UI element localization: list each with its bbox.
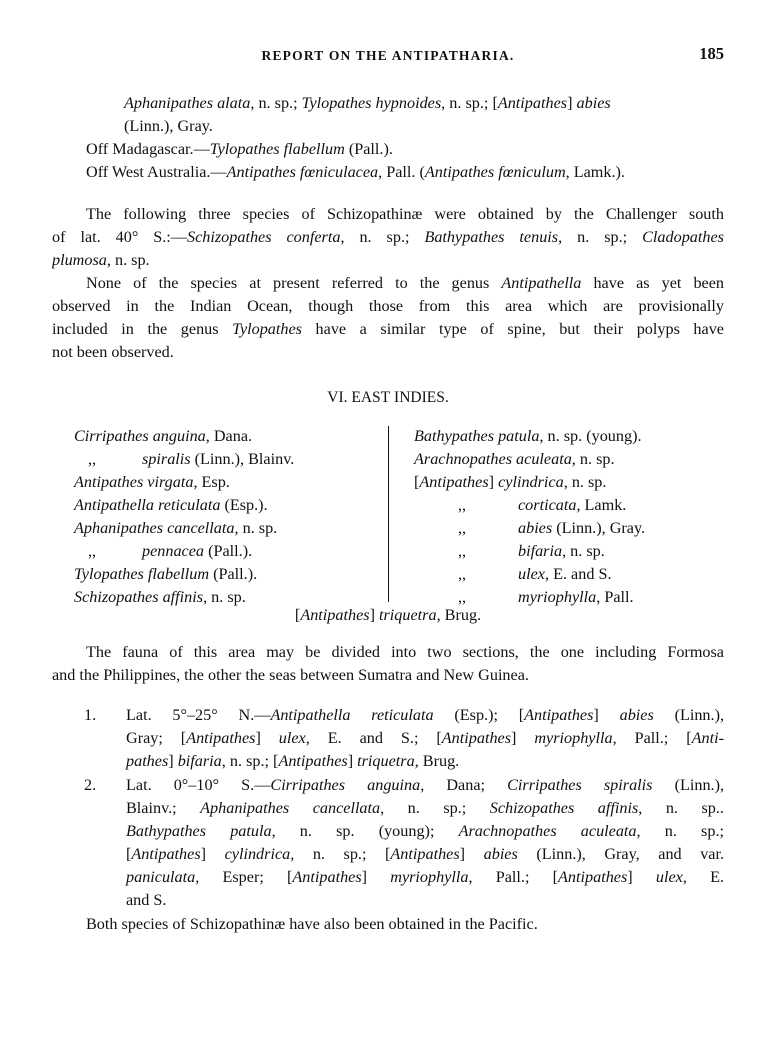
species-row: ,, ulex, E. and S.: [457, 565, 612, 583]
text-line: Both species of Schizopathinæ have also been obtained in the Pacific.: [86, 915, 538, 933]
species-row: Antipathella reticulata (Esp.).: [74, 496, 268, 514]
text-line: and the Philippines, the other the seas between Sumatra and New Guinea.: [52, 666, 529, 684]
item-number: 1.: [84, 706, 97, 724]
text-line: Off Madagascar.—Tylopathes flabellum (Pall.).: [86, 140, 393, 158]
text-line: Gray; [Antipathes] ulex, E. and S.; [Antipathes] myriophylla, Pall.; [Anti-: [126, 729, 724, 747]
species-row: Cirripathes anguina, Dana.: [74, 427, 253, 445]
text-line: Blainv.; Aphanipathes cancellata, n. sp.; Schizopathes affinis, n. sp..: [126, 799, 724, 817]
species-row: Bathypathes patula, n. sp. (young).: [414, 427, 642, 445]
text-line: The fauna of this area may be divided into two sections, the one including Formosa: [86, 643, 724, 661]
text-line: Aphanipathes alata, n. sp.; Tylopathes hypnoides, n. sp.; [Antipathes] abies: [124, 94, 611, 112]
species-row: ,, corticata, Lamk.: [457, 496, 627, 514]
species-row: Aphanipathes cancellata, n. sp.: [74, 519, 278, 537]
species-column-left: [74, 425, 374, 609]
species-row: ,, bifaria, n. sp.: [457, 542, 605, 560]
text-line: not been observed.: [52, 343, 174, 361]
paragraph-fauna: [52, 641, 724, 687]
text-line: Lat. 0°–10° S.—Cirripathes anguina, Dana; Cirripathes spiralis (Linn.),: [126, 776, 724, 794]
species-column-right: [414, 425, 734, 609]
species-row: Schizopathes affinis, n. sp.: [74, 588, 246, 606]
text-line: Off West Australia.—Antipathes fœniculacea, Pall. (Antipathes fœniculum, Lamk.).: [86, 163, 625, 181]
text-line: of lat. 40° S.:—Schizopathes conferta, n. sp.; Bathypathes tenuis, n. sp.; Cladopathes: [52, 228, 724, 246]
species-row: [Antipathes] cylindrica, n. sp.: [414, 473, 607, 491]
text-line: included in the genus Tylopathes have a similar type of spine, but their polyps have: [52, 320, 724, 338]
text-line: and S.: [126, 891, 167, 909]
item-number: 2.: [84, 776, 97, 794]
paragraph-schizopathinae: [52, 203, 724, 272]
species-row: ,, abies (Linn.), Gray.: [457, 519, 646, 537]
paragraph-final: [52, 913, 724, 936]
text-line: [Antipathes] cylindrica, n. sp.; [Antipathes] abies (Linn.), Gray, and var.: [126, 845, 724, 863]
page-header: [52, 44, 724, 68]
text-line: (Linn.), Gray.: [124, 117, 213, 135]
species-row: ,, spiralis (Linn.), Blainv.: [87, 450, 295, 468]
species-row: Arachnopathes aculeata, n. sp.: [414, 450, 615, 468]
text-line: pathes] bifaria, n. sp.; [Antipathes] triquetra, Brug.: [126, 752, 460, 770]
numbered-item-2: [84, 774, 724, 912]
numbered-item-1: [84, 704, 724, 773]
species-row: ,, myriophylla, Pall.: [457, 588, 634, 606]
continuation-list: [52, 92, 724, 184]
page-number: 185: [699, 44, 724, 63]
running-title: REPORT ON THE ANTIPATHARIA.: [261, 48, 515, 63]
species-row-triquetra: [Antipathes] triquetra, Brug.: [294, 606, 482, 624]
text-line: None of the species at present referred to the genus Antipathella have as yet been: [86, 274, 724, 292]
species-row: Antipathes virgata, Esp.: [74, 473, 230, 491]
species-row: Tylopathes flabellum (Pall.).: [74, 565, 258, 583]
species-row: ,, pennacea (Pall.).: [87, 542, 253, 560]
text-line: plumosa, n. sp.: [52, 251, 150, 269]
text-line: The following three species of Schizopathinæ were obtained by the Challenger south: [86, 205, 724, 223]
text-line: Lat. 5°–25° N.—Antipathella reticulata (Esp.); [Antipathes] abies (Linn.),: [126, 706, 724, 724]
section-heading: VI. EAST INDIES.: [327, 389, 449, 406]
text-line: observed in the Indian Ocean, though those from this area which are provisionally: [52, 297, 724, 315]
text-line: paniculata, Esper; [Antipathes] myriophylla, Pall.; [Antipathes] ulex, E.: [126, 868, 724, 886]
column-divider: [388, 426, 389, 602]
text-line: Bathypathes patula, n. sp. (young); Arachnopathes aculeata, n. sp.;: [126, 822, 724, 840]
paragraph-antipathella: [52, 272, 724, 364]
